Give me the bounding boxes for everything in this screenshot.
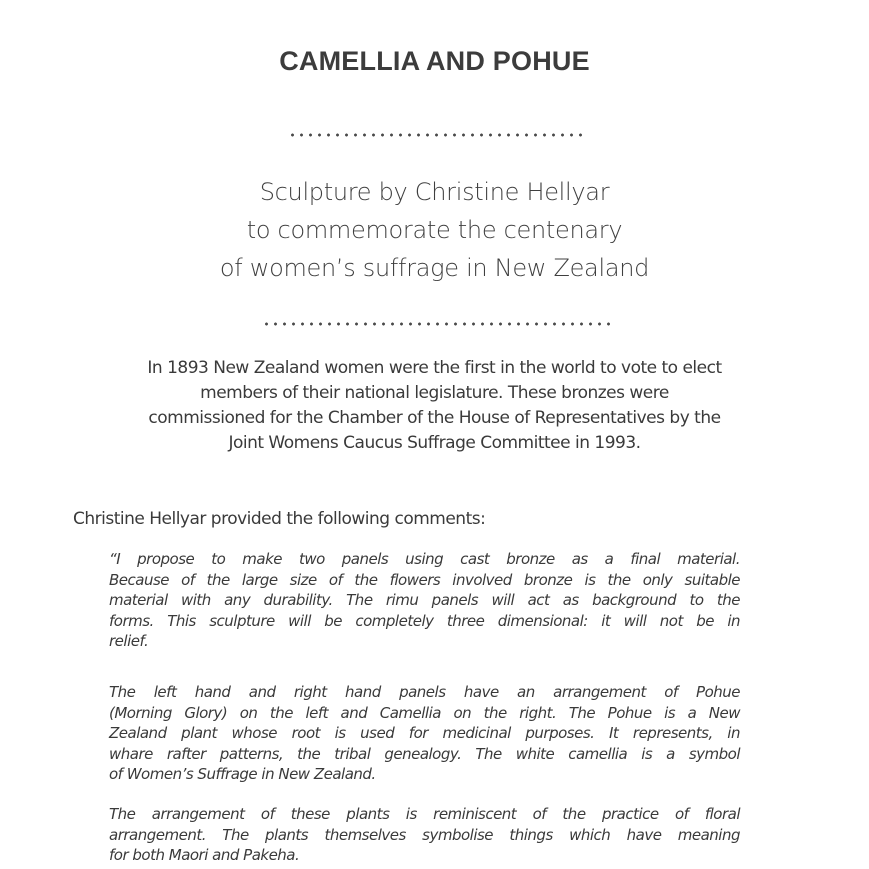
dotted-divider-bottom <box>262 322 613 326</box>
document-title: CAMELLIA AND POHUE <box>279 46 590 76</box>
comments-lead: Christine Hellyar provided the following comments: <box>73 509 486 529</box>
quote-line: for both Maori and Pakeha. <box>109 846 300 865</box>
subtitle-line: to commemorate the centenary <box>246 216 623 244</box>
quote-line: whare rafter patterns, the tribal genealogy. The white camellia is a symbol <box>109 744 740 763</box>
subtitle-block <box>0 173 869 287</box>
intro-line: Joint Womens Caucus Suffrage Committee in 1993. <box>228 433 641 453</box>
dotted-divider-top <box>288 133 585 137</box>
quote-line: The left hand and right hand panels have an arrangement of Pohue <box>109 683 740 701</box>
quote-line: of Women’s Suffrage in New Zealand. <box>109 765 376 784</box>
quote-line: (Morning Glory) on the left and Camellia on the right. The Pohue is a New <box>109 703 740 722</box>
intro-line: commissioned for the Chamber of the House of Representatives by the <box>148 408 721 428</box>
quote-paragraph-1 <box>109 549 740 652</box>
intro-line: members of their national legislature. These bronzes were <box>200 383 669 403</box>
quote-line: Because of the large size of the flowers involved bronze is the only suitable <box>109 570 740 589</box>
intro-paragraph <box>0 356 869 456</box>
quote-line: Zealand plant whose root is used for medicinal purposes. It represents, in <box>109 724 740 743</box>
quote-paragraph-3 <box>109 804 740 866</box>
quote-line: relief. <box>109 632 149 651</box>
quote-line: “I propose to make two panels using cast bronze as a final material. <box>109 550 740 568</box>
quote-line: forms. This sculpture will be completely three dimensional: it will not be in <box>109 611 740 630</box>
quote-line: The arrangement of these plants is reminiscent of the practice of floral <box>109 805 740 823</box>
quote-line: material with any durability. The rimu panels will act as background to the <box>109 591 740 610</box>
subtitle-line: Sculpture by Christine Hellyar <box>259 178 610 206</box>
subtitle-line: of women’s suffrage in New Zealand <box>219 254 650 282</box>
intro-line: In 1893 New Zealand women were the first in the world to vote to elect <box>147 358 722 378</box>
quote-paragraph-2 <box>109 682 740 785</box>
quote-line: arrangement. The plants themselves symbolise things which have meaning <box>109 825 740 844</box>
